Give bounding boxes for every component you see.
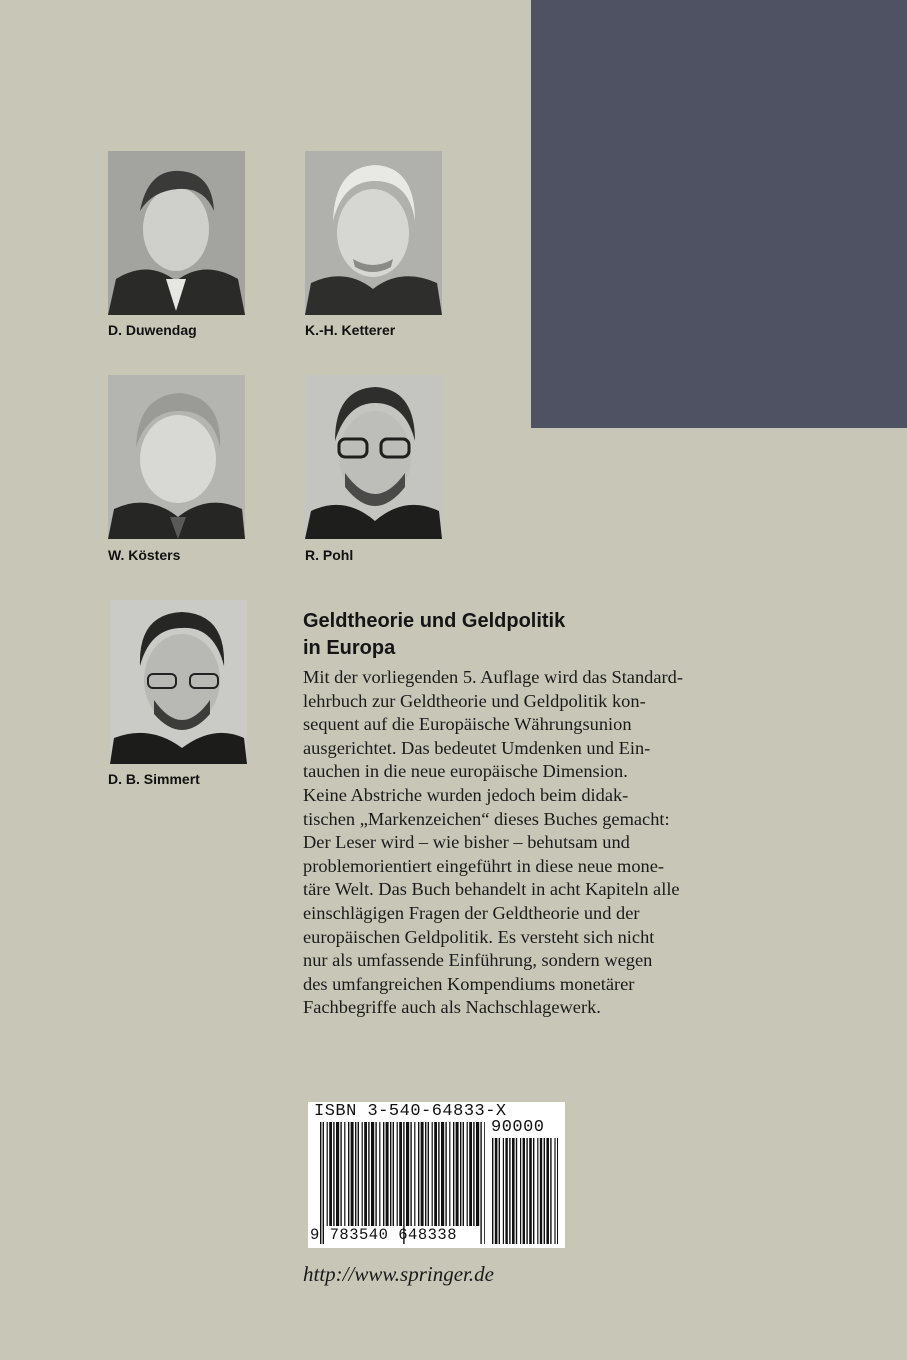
description-line: täre Welt. Das Buch behandelt in acht Kapiteln alle <box>303 879 680 900</box>
author-name: K.-H. Ketterer <box>305 322 396 338</box>
description-line: Keine Abstriche wurden jedoch beim didak- <box>303 784 629 805</box>
author-photo-duwendag <box>108 151 245 315</box>
description-line: lehrbuch zur Geldtheorie und Geldpolitik kon- <box>303 690 646 711</box>
book-description <box>303 666 743 1020</box>
author-name: D. B. Simmert <box>108 771 200 787</box>
description-line: problemorientiert eingeführt in diese neue mone- <box>303 855 665 876</box>
barcode-addon-code: 90000 <box>491 1118 545 1137</box>
description-line: europäischen Geldpolitik. Es versteht sich nicht <box>303 926 655 947</box>
book-title <box>303 608 703 662</box>
ean-digits: 9 783540 648338 <box>310 1226 458 1244</box>
description-line: sequent auf die Europäische Währungsunion <box>303 714 632 735</box>
author-photo-pohl <box>305 375 442 539</box>
barcode-addon-bars <box>492 1138 558 1244</box>
isbn-barcode <box>308 1102 565 1248</box>
author-name: W. Kösters <box>108 547 181 563</box>
author-photo-simmert <box>110 600 247 764</box>
description-line: des umfangreichen Kompendiums monetärer <box>303 973 635 994</box>
description-line: nur als umfassende Einführung, sondern wegen <box>303 950 653 971</box>
author-name: R. Pohl <box>305 547 354 563</box>
book-title-line: in Europa <box>303 637 396 659</box>
publisher-website: http://www.springer.de <box>303 1262 494 1286</box>
description-line: tauchen in die neue europäische Dimension. <box>303 761 628 782</box>
description-line: Mit der vorliegenden 5. Auflage wird das Standard- <box>303 667 683 687</box>
isbn-number: ISBN 3-540-64833-X <box>314 1102 507 1121</box>
decorative-color-block <box>531 0 907 428</box>
description-line: Fachbegriffe auch als Nachschlagewerk. <box>303 997 601 1018</box>
description-line: einschlägigen Fragen der Geldtheorie und der <box>303 902 640 923</box>
author-photo-koesters <box>108 375 245 539</box>
description-line: ausgerichtet. Das bedeutet Umdenken und Ein- <box>303 737 651 758</box>
author-photo-ketterer <box>305 151 442 315</box>
description-line: tischen „Markenzeichen“ dieses Buches gemacht: <box>303 808 670 829</box>
author-name: D. Duwendag <box>108 322 197 338</box>
book-title-line: Geldtheorie und Geldpolitik <box>303 610 566 632</box>
description-line: Der Leser wird – wie bisher – behutsam und <box>303 832 630 853</box>
